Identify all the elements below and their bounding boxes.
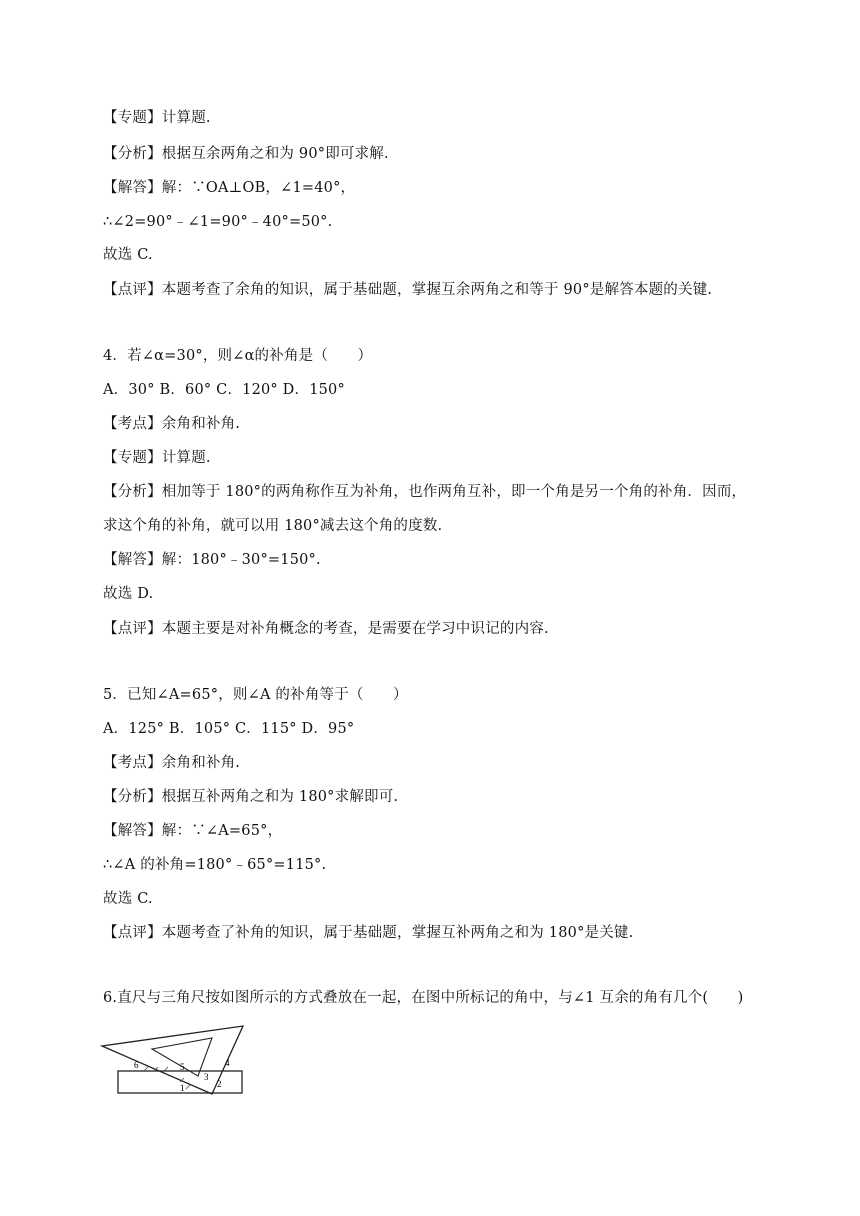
q4-analysis-line-1: 【分析】相加等于 180°的两角称作互为补角，也作两角互补，即一个角是另一个角的补角．因而， [103,484,747,500]
ruler-triangle-figure [100,1024,245,1096]
angle-label-3: 3 [204,1072,209,1082]
q4-options: A．30° B．60° C．120° D．150° [103,382,345,398]
q3-comment: 【点评】本题考查了余角的知识，属于基础题，掌握互余两角之和等于 90°是解答本题的关键. [103,282,713,298]
set-square-outer [102,1026,243,1094]
angle-label-1: 1 [180,1083,185,1093]
angle-label-4: 4 [225,1058,230,1068]
q4-point: 【考点】余角和补角. [103,416,241,432]
q3-analysis: 【分析】根据互余两角之和为 90°即可求解. [103,146,389,162]
q5-point: 【考点】余角和补角. [103,755,241,771]
q5-solution-line-1: 【解答】解：∵∠A=65°， [103,823,283,839]
q5-stem: 5．已知∠A=65°，则∠A 的补角等于（ ） [103,687,408,703]
q3-topic: 【专题】计算题. [103,110,211,126]
q4-stem: 4．若∠α=30°，则∠α的补角是（ ） [103,348,373,364]
q5-analysis: 【分析】根据互补两角之和为 180°求解即可. [103,789,399,805]
q3-solution-line-2: ∴∠2=90°﹣∠1=90°﹣40°=50°. [103,214,333,230]
q5-comment: 【点评】本题考查了补角的知识，属于基础题，掌握互补两角之和为 180°是关键. [103,925,634,941]
q4-topic: 【专题】计算题. [103,450,211,466]
q6-stem: 6.直尺与三角尺按如图所示的方式叠放在一起，在图中所标记的角中，与∠1 互余的角有几个( ) [103,990,744,1006]
angle-label-5: 5 [180,1062,185,1072]
figure-svg [100,1024,245,1096]
q4-choice: 故选 D. [103,586,154,602]
q4-solution: 【解答】解：180°﹣30°=150°. [103,552,321,568]
q4-analysis-line-2: 求这个角的补角，就可以用 180°减去这个角的度数. [103,518,443,534]
angle-label-2: 2 [217,1079,222,1089]
q5-choice: 故选 C. [103,891,153,907]
q4-comment: 【点评】本题主要是对补角概念的考查，是需要在学习中识记的内容. [103,621,549,637]
q3-solution-line-1: 【解答】解：∵OA⊥OB，∠1=40°， [103,180,356,196]
q5-options: A．125° B．105° C．115° D．95° [103,721,355,737]
angle-label-6: 6 [134,1060,139,1070]
q5-solution-line-2: ∴∠A 的补角=180°﹣65°=115°. [103,857,327,873]
q3-choice: 故选 C. [103,247,153,263]
